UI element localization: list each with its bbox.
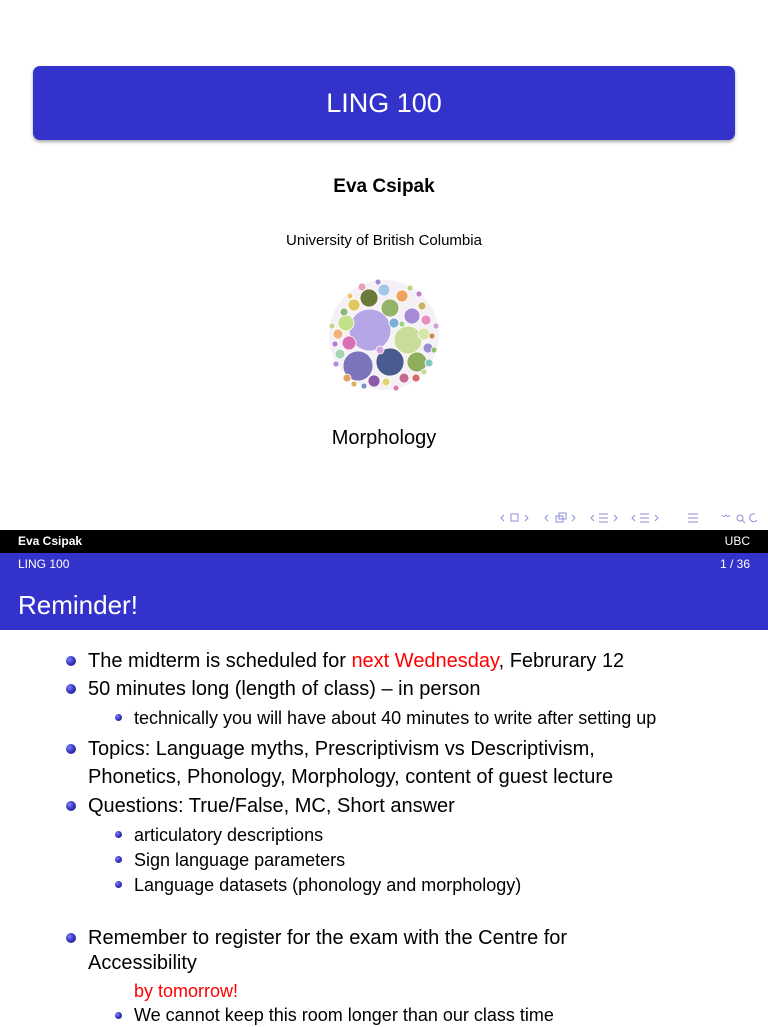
bullet-icon bbox=[66, 933, 76, 943]
bubble-cluster-logo bbox=[324, 278, 444, 392]
list-item-line: Topics: Language myths, Prescriptivism vs Descriptivism, bbox=[88, 738, 595, 760]
list-item bbox=[88, 648, 624, 674]
sub-bullet-icon bbox=[115, 1012, 122, 1019]
page-counter: 1 / 36 bbox=[719, 557, 750, 571]
headline-author: Eva Csipak bbox=[18, 534, 83, 548]
bullet-text: The midterm is scheduled for bbox=[88, 650, 352, 672]
sub-list-item: Language datasets (phonology and morphology) bbox=[134, 875, 522, 895]
sub-list-item: We cannot keep this room longer than our class time bbox=[134, 1005, 554, 1025]
sub-bullet-icon bbox=[115, 856, 122, 863]
presentation-title: LING 100 bbox=[326, 87, 442, 118]
navigation-symbols-icon[interactable] bbox=[498, 510, 760, 526]
presentation-subtitle: Morphology bbox=[331, 427, 437, 449]
bullet-icon bbox=[66, 656, 76, 666]
bullet-text: , Februrary 12 bbox=[498, 650, 625, 672]
course-label: LING 100 bbox=[18, 557, 70, 571]
frame-title: Reminder! bbox=[18, 590, 138, 620]
institute-name: University of British Columbia bbox=[286, 232, 482, 249]
headline-bar bbox=[0, 530, 768, 553]
sub-list-item: articulatory descriptions bbox=[134, 825, 324, 845]
list-item-line: Phonetics, Phonology, Morphology, content of guest lecture bbox=[88, 766, 614, 788]
sub-list-item: technically you will have about 40 minutes to write after setting up bbox=[134, 708, 657, 728]
headline-institute: UBC bbox=[724, 534, 750, 548]
sub-bullet-icon bbox=[115, 831, 122, 838]
frame-header bbox=[0, 553, 768, 630]
list-item: 50 minutes long (length of class) – in person bbox=[88, 678, 481, 700]
bullet-icon bbox=[66, 801, 76, 811]
list-item: Questions: True/False, MC, Short answer bbox=[88, 795, 455, 817]
sub-bullet-icon bbox=[115, 714, 122, 721]
sub-bullet-icon bbox=[115, 881, 122, 888]
highlight-text: next Wednesday bbox=[351, 650, 499, 672]
list-item-line: Accessibility bbox=[88, 952, 197, 974]
list-item-line: Remember to register for the exam with the Centre for bbox=[88, 927, 568, 949]
sub-list-item: Sign language parameters bbox=[134, 850, 346, 870]
highlight-text: by tomorrow! bbox=[134, 981, 239, 1001]
author-name: Eva Csipak bbox=[333, 176, 435, 197]
bullet-icon bbox=[66, 684, 76, 694]
title-box bbox=[33, 66, 735, 140]
bullet-icon bbox=[66, 744, 76, 754]
